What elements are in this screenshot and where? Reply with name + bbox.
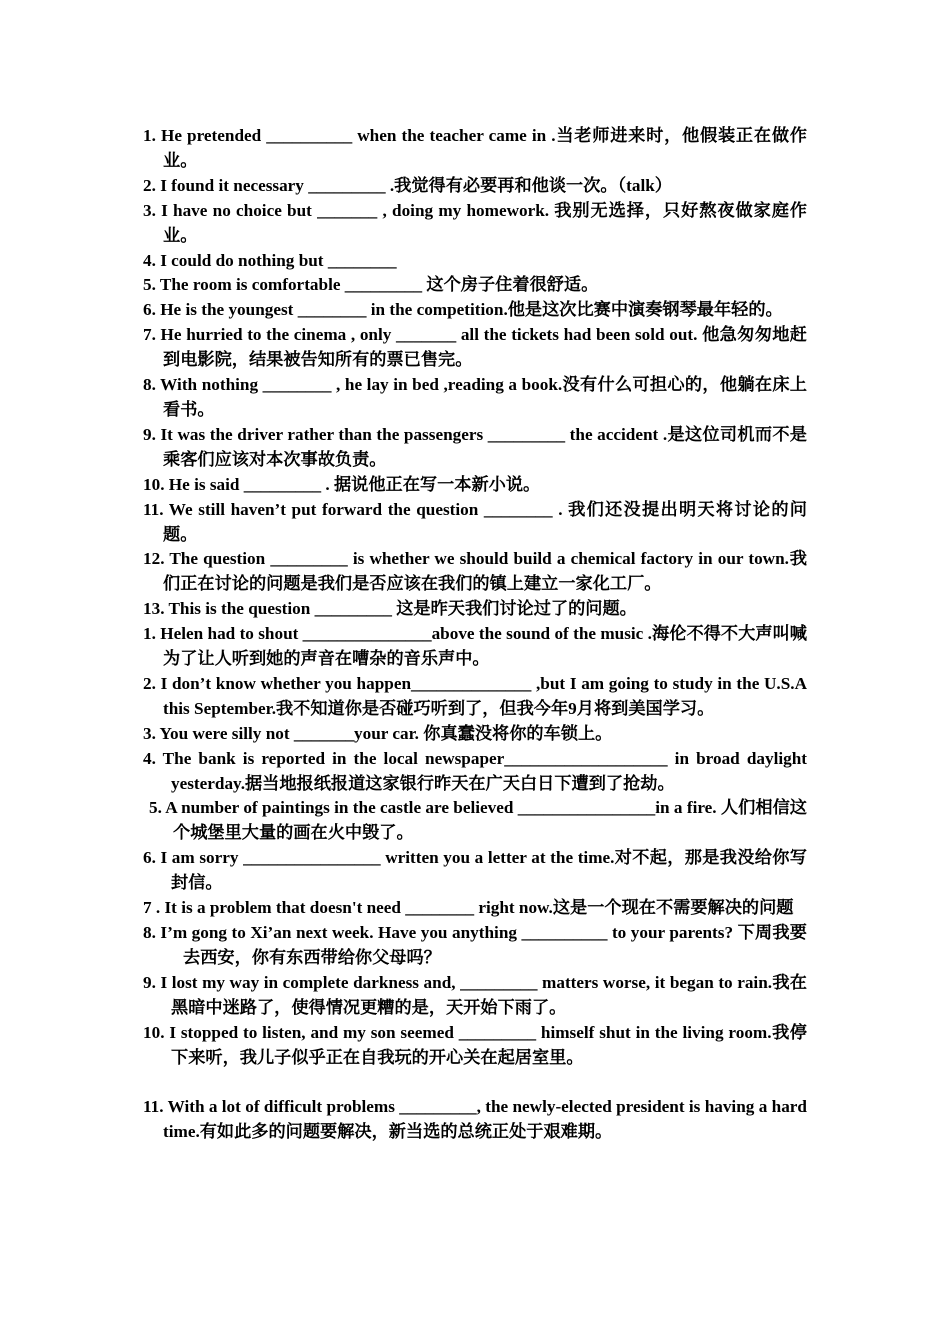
exercise-2-1: 1. Helen had to shout _______________above the sound of the music .海伦不得不大声叫喊为了让人听到她的声音在嘈杂的音乐声中。 bbox=[143, 624, 807, 669]
exercise-1-13: 13. This is the question _________ 这是昨天我们讨论过了的问题。 bbox=[143, 599, 637, 619]
exercise-2-7: 7 . It is a problem that doesn't need ________ right now.这是一个现在不需要解决的问题 bbox=[143, 898, 794, 918]
exercise-1-11: 11. We still haven’t put forward the question ________ . 我们还没提出明天将讨论的问题。 bbox=[143, 499, 807, 544]
exercise-2-9: 9. I lost my way in complete darkness and, _________ matters worse, it began to rain.我在黑暗中迷路了，使得情况更糟的是，天开始下雨了。 bbox=[143, 972, 807, 1017]
exercise-2-11: 11. With a lot of difficult problems _________, the newly-elected president is having a hard time.有如此多的问题要解决，新当选的总统正处于艰难期。 bbox=[143, 1097, 807, 1142]
blank-line bbox=[143, 1070, 807, 1095]
exercise-1-2: 2. I found it necessary _________ .我觉得有必要再和他谈一次。（talk） bbox=[143, 175, 672, 195]
exercise-1-1: 1. He pretended __________ when the teacher came in .当老师进来时，他假装正在做作业。 bbox=[143, 126, 807, 170]
exercise-1-10: 10. He is said _________ . 据说他正在写一本新小说。 bbox=[143, 474, 541, 494]
exercise-2-4: 4. The bank is reported in the local newspaper___________________ in broad daylight yesterday.据当地报纸报道这家银行昨天在广天白日下遭到了抢劫。 bbox=[143, 748, 807, 793]
exercise-1-3: 3. I have no choice but _______ , doing my homework. 我别无选择，只好熬夜做家庭作业。 bbox=[143, 200, 807, 245]
exercise-2-8: 8. I’m gong to Xi’an next week. Have you anything __________ to your parents? 下周我要去西安，你有东西带给你父母吗？ bbox=[143, 923, 807, 967]
document-page bbox=[143, 124, 807, 1145]
exercise-1-12: 12. The question _________ is whether we should build a chemical factory in our town.我们正在讨论的问题是我们是否应该在我们的镇上建立一家化工厂。 bbox=[143, 549, 807, 594]
exercise-1-6: 6. He is the youngest ________ in the competition.他是这次比赛中演奏钢琴最年轻的。 bbox=[143, 300, 783, 320]
exercise-2-3: 3. You were silly not _______your car. 你真蠢没将你的车锁上。 bbox=[143, 723, 613, 743]
exercise-2-6: 6. I am sorry ________________ written you a letter at the time.对不起，那是我没给你写封信。 bbox=[143, 848, 807, 893]
exercise-2-10: 10. I stopped to listen, and my son seemed _________ himself shut in the living room.我停下来听，我儿子似乎正在自我玩的开心关在起居室里。 bbox=[143, 1022, 807, 1067]
exercise-1-5: 5. The room is comfortable _________ 这个房子住着很舒适。 bbox=[143, 275, 599, 295]
exercise-2-2: 2. I don’t know whether you happen______________ ,but I am going to study in the U.S.A this September.我不知道你是否碰巧听到了，但我今年9月将到美国学习。 bbox=[143, 673, 807, 718]
exercise-2-5: 5. A number of paintings in the castle are believed ________________in a fire. 人们相信这个城堡里大量的画在火中毁了。 bbox=[149, 798, 807, 843]
exercise-1-7: 7. He hurried to the cinema , only _______ all the tickets had been sold out. 他急匆匆地赶到电影院，结果被告知所有的票已售完。 bbox=[143, 325, 807, 370]
exercise-1-9: 9. It was the driver rather than the passengers _________ the accident .是这位司机而不是乘客们应该对本次事故负责。 bbox=[143, 424, 807, 469]
exercise-1-8: 8. With nothing ________ , he lay in bed ,reading a book.没有什么可担心的，他躺在床上看书。 bbox=[143, 375, 807, 419]
exercise-1-4: 4. I could do nothing but ________ bbox=[143, 250, 397, 270]
